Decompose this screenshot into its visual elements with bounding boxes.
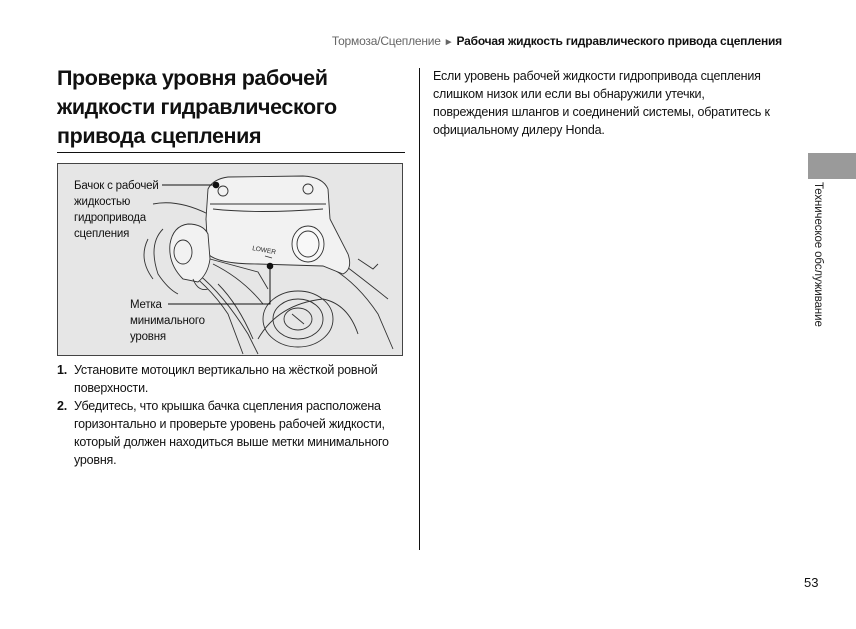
callout-line: Бачок с рабочей [74, 180, 159, 192]
callout-min-level-mark [130, 297, 220, 345]
callout-line: Метка [130, 299, 162, 311]
section-tab [808, 153, 856, 179]
step-number: 1. [57, 363, 68, 377]
step-item [57, 361, 407, 397]
column-divider [419, 68, 420, 550]
page-number: 53 [804, 575, 819, 590]
callout-line: жидкостью [74, 196, 131, 208]
lower-mark-text: LOWER [251, 245, 277, 257]
title-line: жидкости гидравлического [57, 95, 337, 119]
callout-line: минимального [130, 315, 205, 327]
title-line: Проверка уровня рабочей [57, 66, 328, 90]
breadcrumb-parent: Тормоза/Сцепление [331, 34, 441, 48]
section-tab-label: Техническое обслуживание [812, 182, 824, 327]
breadcrumb [320, 34, 782, 48]
dealer-note: Если уровень рабочей жидкости гидропривода сцепления слишком низок или если вы обнаружили утечки, повреждения шлангов и соединений системы, обратитесь к официальному дилеру Honda. [433, 69, 770, 137]
callout-line: уровня [130, 331, 166, 343]
page-title [57, 64, 407, 151]
title-underline [57, 152, 405, 153]
callout-reservoir [74, 178, 174, 242]
step-number: 2. [57, 399, 68, 413]
callout-line: сцепления [74, 228, 130, 240]
step-item [57, 397, 407, 469]
clutch-reservoir-illustration [57, 163, 403, 356]
title-line: привода сцепления [57, 124, 262, 148]
step-text: Убедитесь, что крышка бачка сцепления расположена горизонтально и проверьте уровень рабочей жидкости, который должен находиться выше метки минимального уровня. [74, 399, 389, 467]
triangle-right-icon: ► [443, 37, 454, 48]
procedure-steps [57, 361, 407, 469]
callout-line: гидропривода [74, 212, 146, 224]
breadcrumb-current: Рабочая жидкость гидравлического привода сцепления [456, 34, 782, 48]
step-text: Установите мотоцикл вертикально на жёсткой ровной поверхности. [74, 363, 378, 395]
